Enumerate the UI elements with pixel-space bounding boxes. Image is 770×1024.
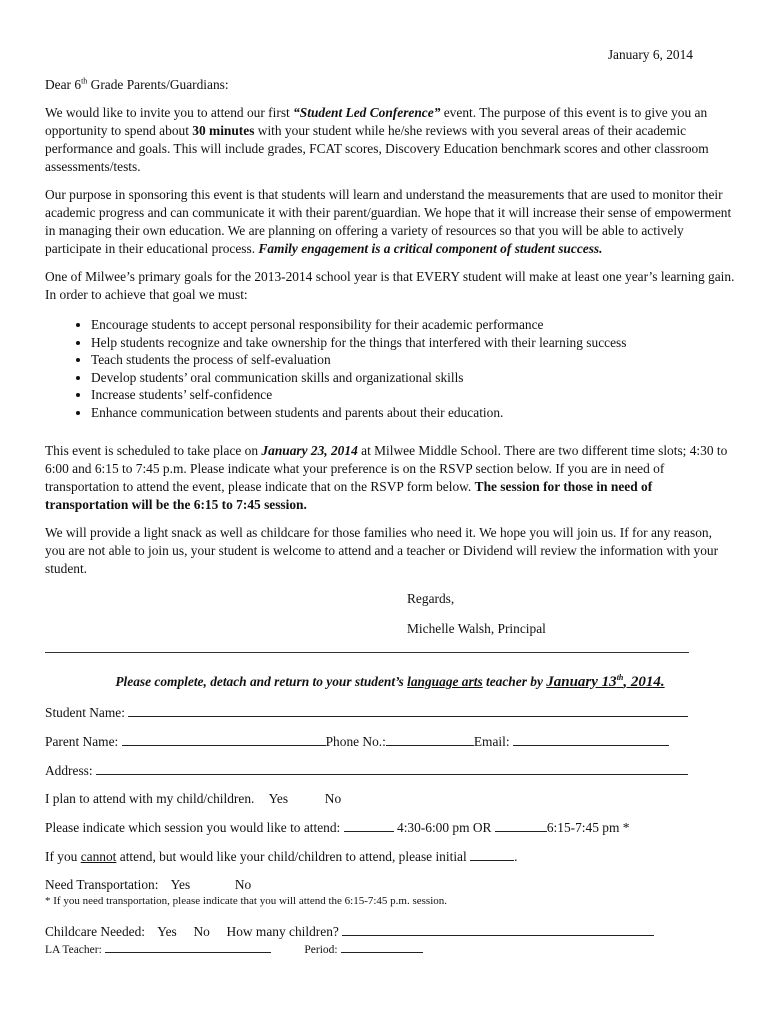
detach-line: [45, 652, 689, 653]
list-item: • Enhance communication between students and parents about their education.: [91, 404, 735, 422]
period-field[interactable]: [341, 941, 423, 953]
childcare-label: Childcare Needed:: [45, 923, 146, 939]
teacher-period-row: [45, 941, 735, 957]
phone-label: Phone No.:: [325, 733, 386, 749]
list-item: • Teach students the process of self-evaluation: [91, 351, 735, 369]
childcare-row: [45, 922, 735, 941]
transport-row: [45, 876, 735, 894]
address-row: [45, 761, 735, 780]
emphasis-text: Family engagement is a critical component of student success.: [258, 241, 603, 256]
paragraph-goals: One of Milwee’s primary goals for the 2013-2014 school year is that EVERY student will make at least one year’s learning gain. In order to achieve that goal we must:: [45, 269, 735, 302]
email-label: Email:: [473, 733, 510, 749]
text: This event is scheduled to take place on: [45, 442, 262, 458]
greeting-prefix: Dear 6: [45, 77, 82, 92]
greeting: [45, 76, 735, 94]
student-name-field[interactable]: [128, 703, 688, 717]
parent-contact-row: [45, 732, 735, 751]
form-instruction: [45, 673, 735, 691]
due-date-year: , 2014.: [623, 673, 665, 690]
initial-field[interactable]: [470, 847, 514, 861]
paragraph-purpose: [45, 186, 735, 258]
transport-label: Need Transportation:: [45, 876, 159, 892]
address-field[interactable]: [96, 761, 688, 775]
student-name-row: [45, 703, 735, 722]
duration: 30 minutes: [192, 123, 255, 138]
address-label: Address:: [45, 762, 93, 778]
la-teacher-field[interactable]: [105, 941, 271, 953]
session-row: [45, 818, 735, 837]
due-date-text: January 13: [546, 673, 617, 690]
period-label: Period:: [304, 943, 338, 956]
session-option2-label: 6:15-7:45 pm *: [546, 819, 630, 835]
parent-name-field[interactable]: [122, 732, 326, 746]
attend-yes-option[interactable]: Yes: [268, 790, 289, 806]
due-date: [546, 674, 664, 690]
text: at Milwee Middle School. There are two different time slots; 4:30 to 6:00 and 6:15 to 7:45 p.m. Please indicate what your preference is on the RSVP section below. If you are in need of transportation to attend the event, please indicate that on the RSVP form below.: [45, 442, 728, 494]
transport-session-note: The session for those in need of transportation will be the 6:15 to 7:45 session.: [45, 478, 653, 512]
session-option1-label: 4:30-6:00 pm OR: [397, 819, 492, 835]
session-option2-field[interactable]: [495, 818, 547, 832]
text: We would like to invite you to attend our first: [45, 105, 294, 120]
text: .: [514, 848, 518, 864]
paragraph-schedule: [45, 442, 735, 514]
paragraph-snack: We will provide a light snack as well as childcare for those families who need it. We hope you will join us. If for any reason, you are not able to join us, your student is welcome to attend and a teacher or Dividend will review the information with your student.: [45, 524, 719, 576]
letter: [45, 40, 735, 957]
greeting-suffix: Grade Parents/Guardians:: [87, 77, 229, 92]
due-date-sup: th: [616, 672, 624, 682]
transport-no-option[interactable]: No: [234, 876, 252, 892]
signature: Michelle Walsh, Principal: [407, 620, 546, 636]
how-many-children-field[interactable]: [342, 922, 654, 936]
regards: Regards,: [407, 590, 455, 606]
text: event. The purpose of this event is to give you an opportunity to spend about: [45, 105, 708, 138]
text: attend, but would like your child/children to attend, please initial: [116, 848, 467, 864]
student-name-label: Student Name:: [45, 704, 125, 720]
session-label: Please indicate which session you would like to attend:: [45, 819, 341, 835]
text: If you: [45, 848, 81, 864]
text: with your student while he/she reviews with you several areas of their academic performance and goals. This will include grades, FCAT scores, Discovery Education benchmark scores and other classroom assessments/tests.: [45, 123, 709, 174]
paragraph-invitation: [45, 104, 735, 176]
cannot-attend-row: [45, 847, 735, 866]
phone-field[interactable]: [386, 732, 474, 746]
letter-date: January 6, 2014: [607, 47, 693, 62]
list-item: • Encourage students to accept personal responsibility for their academic performance: [91, 316, 735, 334]
greeting-sup: th: [81, 76, 88, 86]
underlined-text: language arts: [407, 673, 483, 689]
list-item: • Develop students’ oral communication skills and organizational skills: [91, 369, 735, 387]
session-option1-field[interactable]: [344, 818, 394, 832]
childcare-yes-option[interactable]: Yes: [157, 923, 177, 939]
text: Please complete, detach and return to your student’s: [115, 673, 408, 689]
parent-name-label: Parent Name:: [45, 733, 119, 749]
email-field[interactable]: [513, 732, 669, 746]
list-item: • Help students recognize and take ownership for the things that interfered with their learning success: [91, 334, 735, 352]
transport-yes-option[interactable]: Yes: [170, 876, 191, 892]
attend-label: I plan to attend with my child/children.: [45, 790, 255, 806]
event-date: January 23, 2014: [261, 442, 358, 458]
event-name: “Student Led Conference”: [293, 105, 441, 120]
text: Our purpose in sponsoring this event is that students will learn and understand the measurements that are used to monitor their academic progress and can communicate it with their parent/guardian. We hope that it will increase their sense of empowerment in managing their own education. We are planning on offering a variety of resources so that you will be able to actively participate in their educational process.: [45, 187, 732, 256]
goals-list: [45, 316, 735, 422]
list-item: • Increase students’ self-confidence: [91, 386, 735, 404]
attend-no-option[interactable]: No: [324, 790, 342, 806]
text: teacher by: [482, 673, 547, 689]
underlined-text: cannot: [80, 848, 117, 864]
childcare-no-option[interactable]: No: [193, 923, 210, 939]
attend-row: [45, 790, 735, 808]
how-many-children-label: How many children?: [226, 923, 339, 939]
la-teacher-label: LA Teacher:: [45, 943, 102, 956]
transport-note: * If you need transportation, please indicate that you will attend the 6:15-7:45 p.m. session.: [45, 894, 448, 907]
